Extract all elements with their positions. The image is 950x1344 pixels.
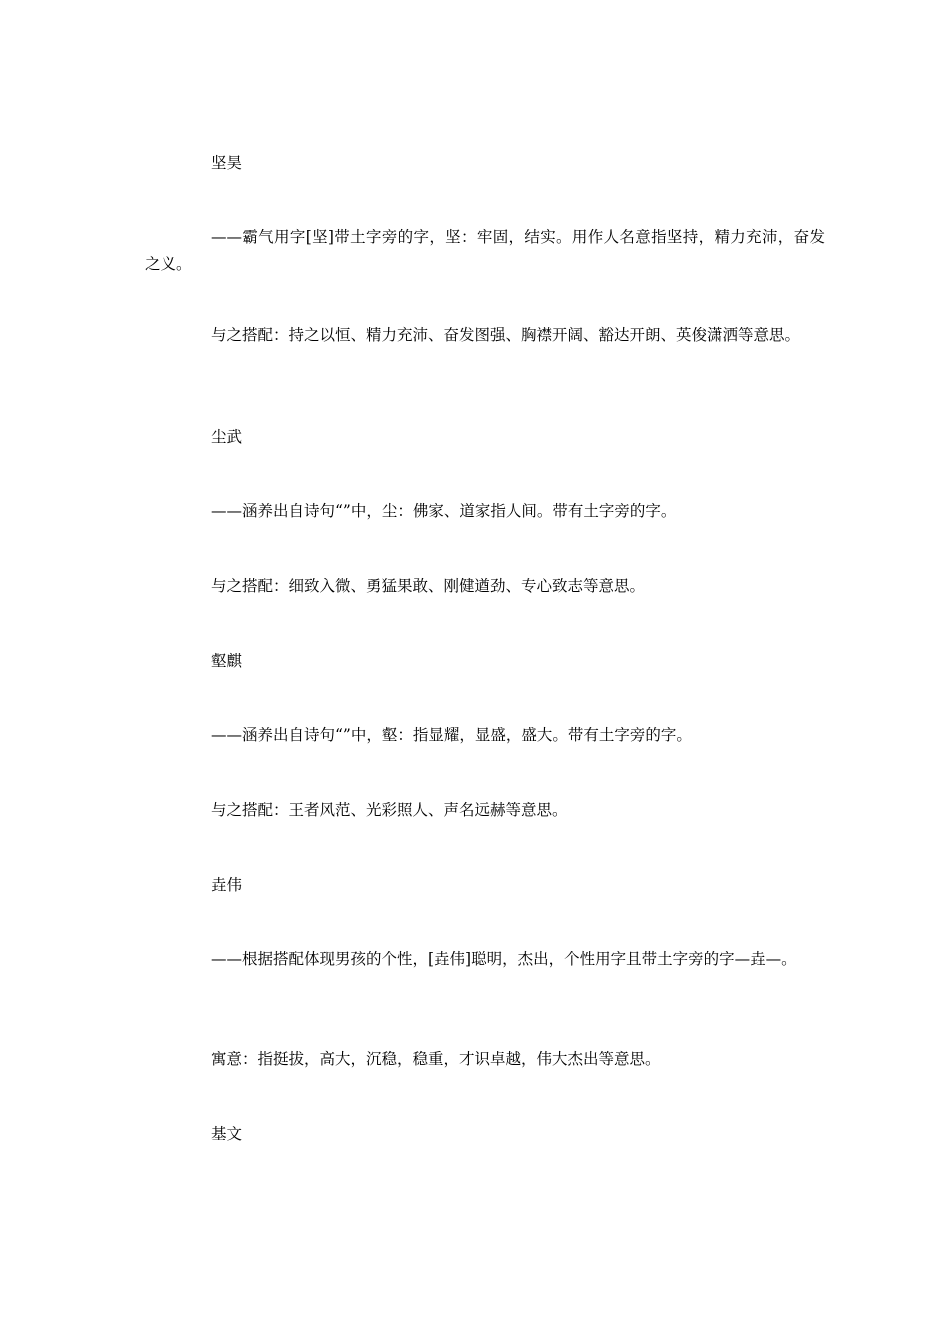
name-heading: 基文 [211,1125,243,1143]
name-explanation: ——霸气用字[坚]带土字旁的字，坚：牢固，结实。用作人名意指坚持，精力充沛，奋发之义。 [145,228,825,273]
name-heading: 尘武 [211,428,243,446]
name-meaning: 寓意：指挺拔，高大，沉稳，稳重，才识卓越，伟大杰出等意思。 [211,1050,661,1068]
name-pairing: 与之搭配：细致入微、勇猛果敢、刚健遒劲、专心致志等意思。 [211,577,646,595]
name-heading: 垚伟 [211,876,243,894]
name-pairing: 与之搭配：王者风范、光彩照人、声名远赫等意思。 [211,801,568,819]
name-explanation: ——根据搭配体现男孩的个性，[垚伟]聪明，杰出，个性用字且带土字旁的字—垚—。 [211,950,797,968]
name-pairing: 与之搭配：持之以恒、精力充沛、奋发图强、胸襟开阔、豁达开朗、英俊潇洒等意思。 [211,326,801,344]
name-heading: 坚昊 [211,154,243,172]
name-explanation: ——涵养出自诗句“”中，壑：指显耀，显盛，盛大。带有土字旁的字。 [211,726,692,744]
name-explanation: ——涵养出自诗句“”中，尘：佛家、道家指人间。带有土字旁的字。 [211,502,677,520]
name-heading: 壑麒 [211,652,243,670]
